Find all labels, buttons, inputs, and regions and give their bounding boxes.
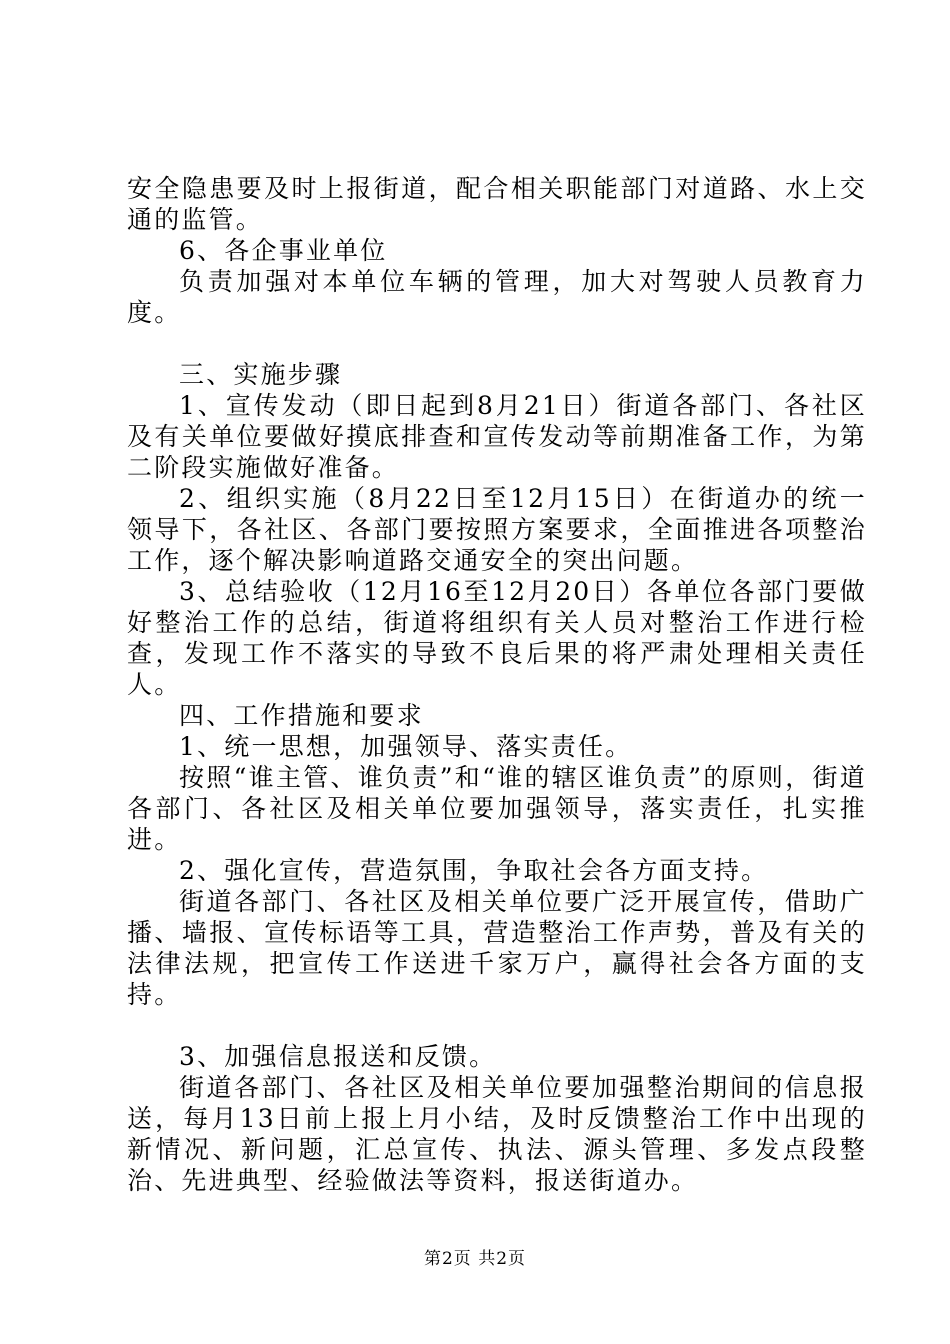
paragraph-measure-leadership: 按照“谁主管、谁负责”和“谁的辖区谁负责”的原则，街道各部门、各社区及相关单位要加强领导，落实责任，扎实推进。 [127,763,867,854]
paragraph-enterprises: 负责加强对本单位车辆的管理，加大对驾驶人员教育力度。 [127,267,867,327]
page-number-footer: 第2页 共2页 [423,1249,527,1269]
paragraph-step-publicity: 1、宣传发动（即日起到8月21日）街道各部门、各社区及有关单位要做好摸底排查和宣传发动等前期准备工作，为第二阶段实施做好准备。 [127,391,867,482]
section-heading-measures: 四、工作措施和要求 [179,701,424,730]
paragraph-step-implementation: 2、组织实施（8月22日至12月15日）在街道办的统一领导下，各社区、各部门要按照方案要求，全面推进各项整治工作，逐个解决影响道路交通安全的突出问题。 [127,484,867,575]
paragraph-step-acceptance: 3、总结验收（12月16至12月20日）各单位各部门要做好整治工作的总结，街道将组织有关人员对整治工作进行检查，发现工作不落实的导致不良后果的将严肃处理相关责任人。 [127,577,867,699]
heading-measure-publicity: 2、强化宣传，营造氛围，争取社会各方面支持。 [179,856,769,885]
heading-measure-reporting: 3、加强信息报送和反馈。 [179,1042,497,1071]
document-body [127,173,867,1196]
paragraph-hazard-reporting: 安全隐患要及时上报街道，配合相关职能部门对道路、水上交通的监管。 [127,174,867,234]
heading-measure-leadership: 1、统一思想，加强领导、落实责任。 [179,732,633,761]
paragraph-measure-publicity: 街道各部门、各社区及相关单位要广泛开展宣传，借助广播、墙报、宣传标语等工具，营造整治工作声势，普及有关的法律法规，把宣传工作送进千家万户，赢得社会各方面的支持。 [127,887,867,1009]
heading-enterprises: 6、各企事业单位 [179,236,388,265]
paragraph-measure-reporting: 街道各部门、各社区及相关单位要加强整治期间的信息报送，每月13日前上报上月小结，及时反馈整治工作中出现的新情况、新问题，汇总宣传、执法、源头管理、多发点段整治、先进典型、经验做法等资料，报送街道办。 [127,1073,867,1195]
section-heading-steps: 三、实施步骤 [179,360,343,389]
